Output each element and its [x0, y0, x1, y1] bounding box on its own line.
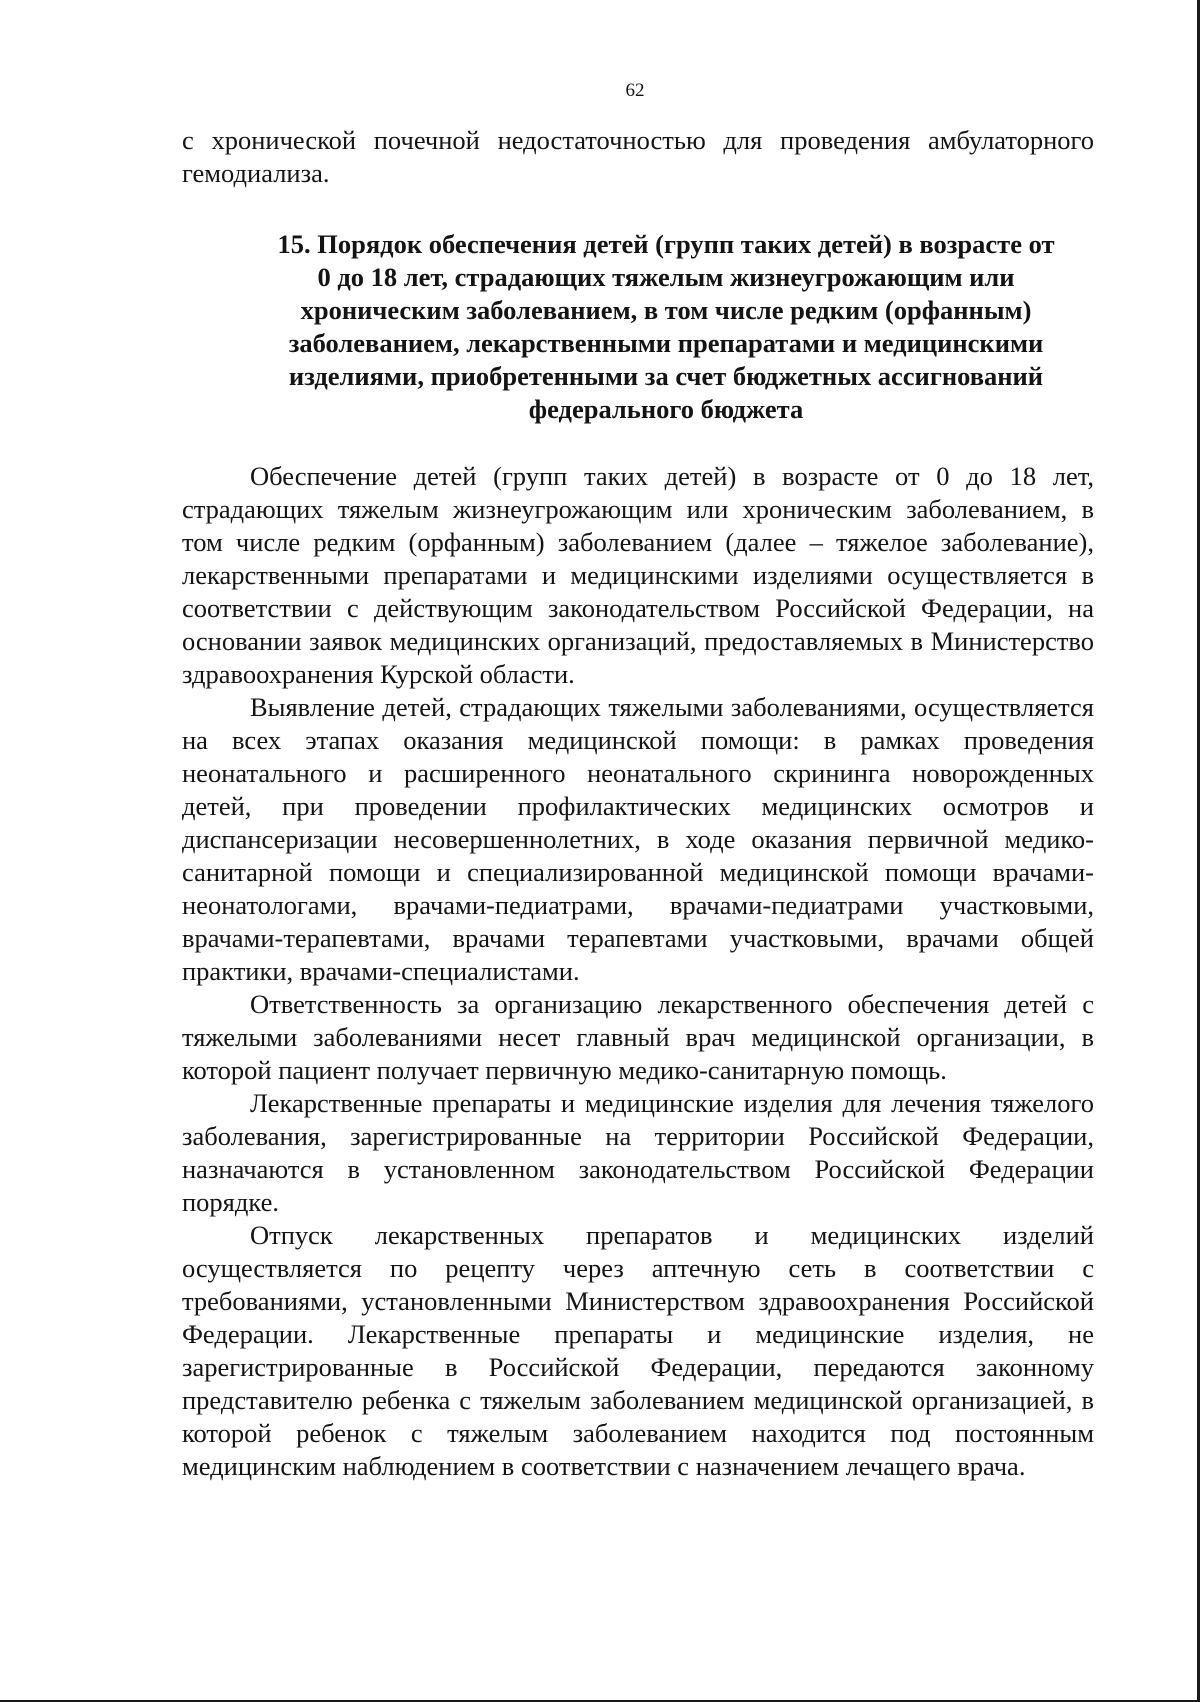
section-heading	[182, 228, 1094, 426]
heading-line: федерального бюджета	[528, 394, 804, 424]
heading-line: хроническим заболеванием, в том числе редким (орфанным)	[300, 295, 1032, 325]
page-number: 62	[625, 80, 645, 101]
heading-line: 15. Порядок обеспечения детей (групп таких детей) в возрасте от	[277, 229, 1055, 259]
heading-line: 0 до 18 лет, страдающих тяжелым жизнеугрожающим или	[317, 262, 1015, 292]
continued-text: с хронической почечной недостаточностью для проведения амбулаторного гемодиализа.	[182, 125, 1094, 188]
body-paragraph: Отпуск лекарственных препаратов и медицинских изделий осуществляется по рецепту через аптечную сеть в соответствии с требованиями, установленными Министерством здравоохранения Российской Федерации. Лекарственные препараты и медицинские изделия, не зарегистрированные в Российской Федерации, передаются законному представителю ребенка с тяжелым заболеванием медицинской организацией, в которой ребенок с тяжелым заболеванием находится под постоянным медицинским наблюдением в соответствии с назначением лечащего врача.	[182, 1220, 1094, 1481]
body-paragraph: Лекарственные препараты и медицинские изделия для лечения тяжелого заболевания, зарегистрированные на территории Российской Федерации, назначаются в установленном законодательством Российской Федерации порядке.	[182, 1088, 1094, 1217]
body-paragraph: Ответственность за организацию лекарственного обеспечения детей с тяжелыми заболеваниями несет главный врач медицинской организации, в которой пациент получает первичную медико-санитарную помощь.	[182, 989, 1094, 1085]
heading-line: заболеванием, лекарственными препаратами и медицинскими	[288, 328, 1044, 358]
page-content	[182, 124, 1094, 1483]
heading-line: изделиями, приобретенными за счет бюджетных ассигнований	[288, 361, 1044, 391]
body-paragraph: Выявление детей, страдающих тяжелыми заболеваниями, осуществляется на всех этапах оказания медицинской помощи: в рамках проведения неонатального и расширенного неонатального скрининга новорожденных детей, при проведении профилактических медицинских осмотров и диспансеризации несовершеннолетних, в ходе оказания первичной медико-санитарной помощи и специализированной медицинской помощи врачами-неонатологами, врачами-педиатрами, врачами-педиатрами участковыми, врачами-терапевтами, врачами терапевтами участковыми, врачами общей практики, врачами-специалистами.	[182, 692, 1094, 986]
body-paragraph: Обеспечение детей (групп таких детей) в возрасте от 0 до 18 лет, страдающих тяжелым жизнеугрожающим или хроническим заболеванием, в том числе редким (орфанным) заболеванием (далее – тяжелое заболевание), лекарственными препаратами и медицинскими изделиями осуществляется в соответствии с действующим законодательством Российской Федерации, на основании заявок медицинских организаций, предоставляемых в Министерство здравоохранения Курской области.	[182, 461, 1094, 689]
